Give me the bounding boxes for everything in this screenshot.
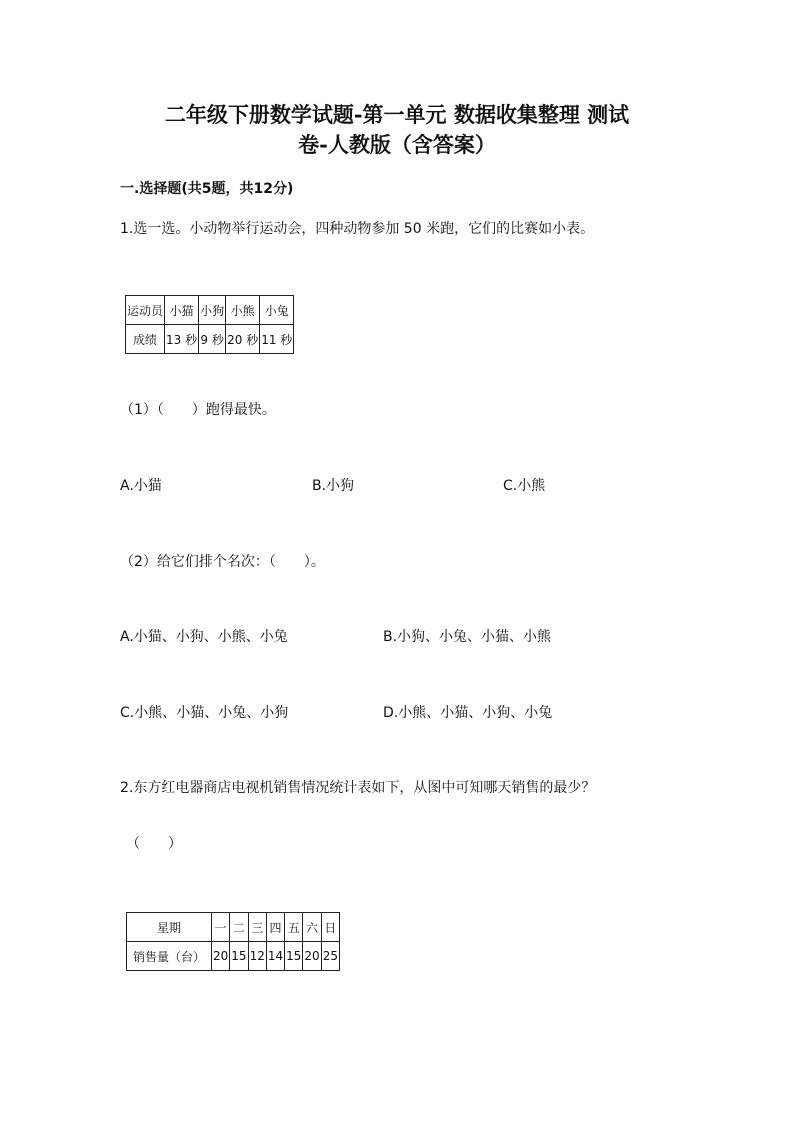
option-a: A.小猫 — [120, 478, 162, 494]
table-cell: 20 — [212, 942, 230, 971]
table-row — [126, 296, 294, 325]
table-cell: 9 秒 — [199, 325, 226, 354]
table-cell: 小熊 — [226, 296, 260, 325]
table-cell: 成绩 — [126, 325, 165, 354]
table-row — [127, 942, 340, 971]
option-a: A.小猫、小狗、小熊、小兔 — [120, 629, 288, 645]
table-cell: 13 秒 — [165, 325, 199, 354]
table-cell: 14 — [266, 942, 284, 971]
option-b: B.小狗、小兔、小猫、小熊 — [383, 629, 552, 645]
table-cell: 一 — [212, 913, 230, 942]
table-cell: 小兔 — [260, 296, 294, 325]
table-cell: 销售量（台） — [127, 942, 212, 971]
table-cell: 25 — [321, 942, 339, 971]
table-cell: 六 — [303, 913, 321, 942]
title-line-1: 二年级下册数学试题-第一单元 数据收集整理 测试 — [164, 102, 630, 127]
question-1-stem: 1.选一选。小动物举行运动会，四种动物参加 50 米跑，它们的比赛如小表。 — [120, 221, 595, 237]
table-cell: 20 — [303, 942, 321, 971]
race-results-table — [125, 295, 294, 354]
table-cell: 二 — [230, 913, 248, 942]
table-cell: 四 — [266, 913, 284, 942]
table-cell: 小狗 — [199, 296, 226, 325]
document-title — [100, 100, 694, 160]
question-1-sub-2-prompt: （2）给它们排个名次：（ ）。 — [120, 554, 325, 570]
table-cell: 20 秒 — [226, 325, 260, 354]
table-cell: 15 — [285, 942, 303, 971]
table-row — [127, 913, 340, 942]
option-d: D.小熊、小猫、小狗、小兔 — [383, 705, 553, 721]
question-2-stem: 2.东方红电器商店电视机销售情况统计表如下，从图中可知哪天销售的最少？ — [120, 780, 596, 796]
table-cell: 11 秒 — [260, 325, 294, 354]
option-c: C.小熊、小猫、小兔、小狗 — [120, 705, 289, 721]
option-c: C.小熊 — [503, 478, 546, 494]
table-row — [126, 325, 294, 354]
tv-sales-table — [126, 912, 340, 971]
table-cell: 星期 — [127, 913, 212, 942]
table-cell: 小猫 — [165, 296, 199, 325]
table-cell: 15 — [230, 942, 248, 971]
option-b: B.小狗 — [312, 478, 355, 494]
section-heading: 一.选择题(共5题，共12分) — [120, 181, 294, 197]
question-1-sub-1-prompt: （1）（ ）跑得最快。 — [120, 402, 276, 418]
title-line-2: 卷-人教版（含答案） — [298, 132, 496, 157]
table-cell: 三 — [248, 913, 266, 942]
answer-blank: （ ） — [126, 836, 182, 852]
table-cell: 运动员 — [126, 296, 165, 325]
table-cell: 日 — [321, 913, 339, 942]
table-cell: 五 — [285, 913, 303, 942]
table-cell: 12 — [248, 942, 266, 971]
